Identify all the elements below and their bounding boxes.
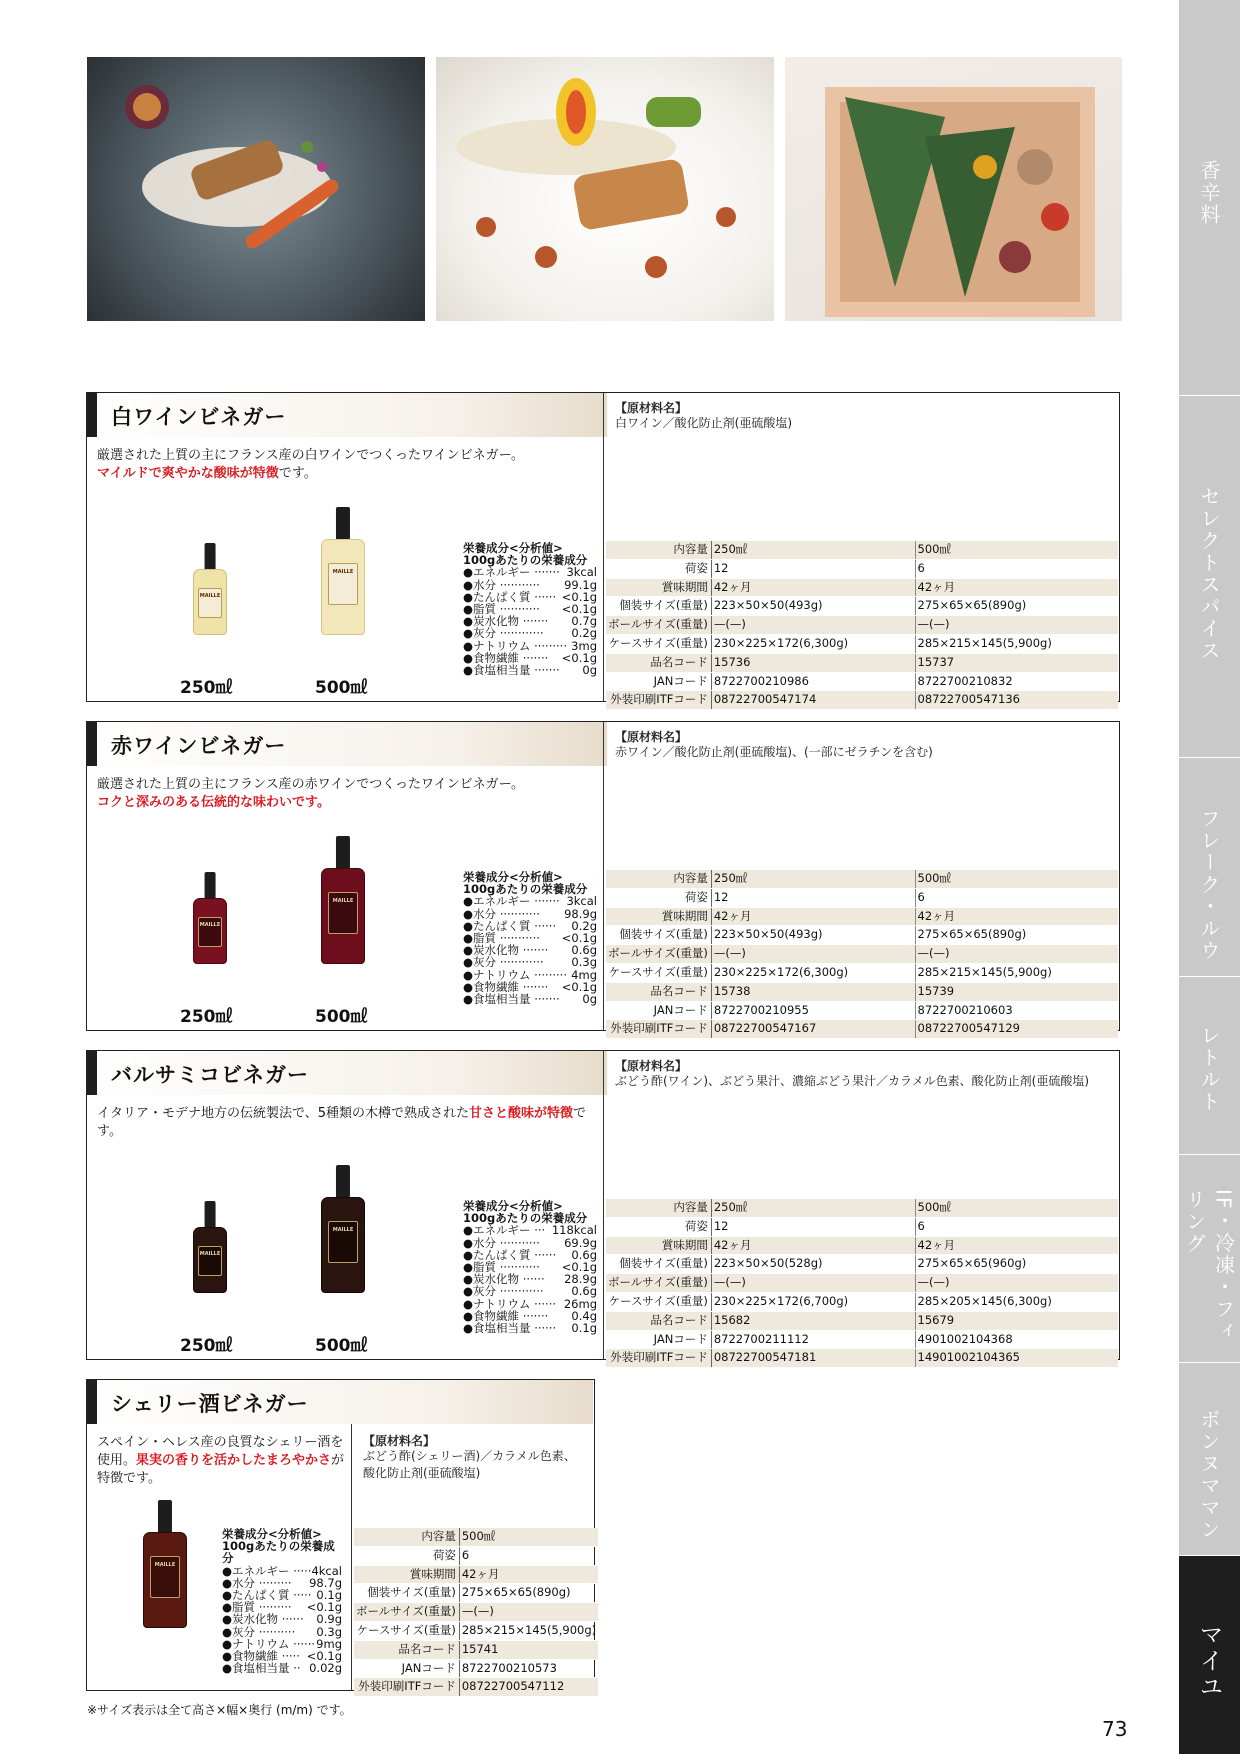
spec-key: 荷姿 [606,888,711,907]
spec-value: 6 [915,888,1118,907]
nutrition-key: ●水分 ··········· [463,1235,540,1250]
spec-value: 08722700547181 [711,1349,915,1368]
product-sherry-vinegar [86,1379,597,1694]
nutrition-value: 3kcal [566,894,597,909]
nutrition-key: ●ナトリウム ······ [463,1296,557,1311]
sidebar-tab-flake-roux[interactable]: フレーク・ルウ [1179,758,1240,976]
spec-value: 08722700547112 [459,1678,598,1697]
nutrition-row [222,1662,342,1674]
spec-key: 外装印刷ITFコード [606,1349,711,1368]
spec-key: 個装サイズ(重量) [354,1584,459,1603]
size-label-250: 250㎖ [180,1336,233,1356]
nutrition-row [463,993,597,1005]
spec-value: 250㎖ [711,541,915,559]
spec-value: 285×215×145(5,900g) [915,963,1118,982]
spec-key: ボールサイズ(重量) [606,1274,711,1293]
materials-label: 【原材料名】 [363,1434,436,1448]
spec-row [606,672,1118,691]
spec-value: 08722700547129 [915,1020,1118,1039]
spec-value: 275×65×65(960g) [915,1255,1118,1274]
nutrition-value: 0.1g [316,1588,342,1603]
product-title: 白ワインビネガー [111,405,287,429]
nutrition-key: ●食塩相当量 ·· [222,1661,301,1676]
nutrition-row [463,1224,597,1236]
nutrition-key: ●食塩相当量 ······· [463,992,560,1007]
spec-value: 275×65×65(890g) [915,597,1118,616]
spec-key: JANコード [606,1001,711,1020]
nutrition-key: ●ナトリウム ······ [222,1636,316,1651]
bottle-500ml: MAILLE [321,836,365,964]
page-number: 73 [1102,1717,1128,1741]
product-header [87,1051,607,1095]
nutrition-value: 0.6g [571,943,597,958]
photo-dish-plated-meat [87,57,425,321]
sidebar-tab-select-spice[interactable]: セレクトスパイス [1179,396,1240,757]
nutrition-key: ●灰分 ·········· [222,1624,296,1639]
nutrition-value: 9mg [316,1636,342,1651]
materials-text: ぶどう酢(ワイン)、ぶどう果汁、濃縮ぶどう果汁／カラメル色素、酸化防止剤(亜硫酸塩) [615,1074,1090,1088]
nutrition-key: ●水分 ··········· [463,906,540,921]
spec-key: 品名コード [606,982,711,1001]
nutrition-key: ●炭水化物 ······· [463,614,549,629]
spec-key: 外装印刷ITFコード [606,1020,711,1039]
size-label-250: 250㎖ [180,1007,233,1027]
nutrition-row [463,956,597,968]
sidebar-tab-retort[interactable]: レトルト [1179,977,1240,1154]
spec-value: 8722700210986 [711,672,915,691]
spec-value: 15679 [915,1311,1118,1330]
spec-key: 荷姿 [606,559,711,578]
spec-value: —(—) [711,945,915,964]
spec-value: 42ヶ月 [459,1565,598,1584]
spec-row [606,559,1118,578]
spec-row [606,963,1118,982]
nutrition-row [463,969,597,981]
nutrition-value: <0.1g [561,979,597,994]
photo-dish-fish [436,57,774,321]
spec-row [606,1330,1118,1349]
spec-value: —(—) [915,945,1118,964]
nutrition-value: 28.9g [564,1272,597,1287]
spec-value: 42ヶ月 [915,578,1118,597]
spec-row [606,888,1118,907]
spec-row [606,907,1118,926]
spec-key: ケースサイズ(重量) [354,1621,459,1640]
spec-key: 賞味期間 [606,907,711,926]
spec-row [606,1255,1118,1274]
bottle-250ml: MAILLE [193,1201,227,1293]
nutrition-value: <0.1g [561,931,597,946]
spec-key: 個装サイズ(重量) [606,597,711,616]
spec-key: 外装印刷ITFコード [606,691,711,710]
spec-value: 42ヶ月 [711,907,915,926]
spec-value: 12 [711,1217,915,1236]
nutrition-row [222,1626,342,1638]
spec-key: ケースサイズ(重量) [606,634,711,653]
spec-key: ケースサイズ(重量) [606,963,711,982]
spec-value: 6 [915,559,1118,578]
spec-row [606,1236,1118,1255]
nutrition-row [463,908,597,920]
product-white-wine-vinegar [86,392,1120,707]
spec-value: 15736 [711,653,915,672]
spec-table [606,1199,1118,1368]
spec-row [354,1565,598,1584]
spec-value: 15738 [711,982,915,1001]
nutrition-facts: 栄養成分<分析値> 100gあたりの栄養成分 ●エネルギー ······· 3kcal ●水分 ··········· 98.9g ●たんぱく質 ······ 0.2g ●脂質 ··········· <0.1g ●炭水化物 ······· 0.6g ●灰分 ············ 0.3g ●ナトリウム ········· 4mg ●食物繊維 ······· <0.1g ●食塩相当量 ······· 0g [463,870,597,1007]
spec-value: 08722700547174 [711,691,915,710]
spec-value: 285×205×145(6,300g) [915,1292,1118,1311]
spec-row [354,1584,598,1603]
nutrition-facts: 栄養成分<分析値> 100gあたりの栄養成分 ●エネルギー ······· 3kcal ●水分 ··········· 99.1g ●たんぱく質 ······ <0.1g ●脂質 ··········· <0.1g ●炭水化物 ······· 0.7g ●灰分 ············ 0.2g ●ナトリウム ········· 3mg ●食物繊維 ······· <0.1g ●食塩相当量 ······· 0g [463,541,597,678]
spec-key: JANコード [606,1330,711,1349]
spec-row [606,1217,1118,1236]
footnote: ※サイズ表示は全て高さ×幅×奥行 (m/m) です。 [87,1703,352,1717]
spec-key: 賞味期間 [606,1236,711,1255]
nutrition-key: ●たんぱく質 ······ [463,1247,557,1262]
nutrition-key: ●エネルギー ····· [222,1563,312,1578]
spec-row [606,541,1118,559]
nutrition-key: ●ナトリウム ········· [463,967,567,982]
spec-key: 内容量 [354,1528,459,1546]
product-description: スペイン・ヘレス産の良質なシェリー酒を使用。果実の香りを活かしたまろやかさが特徴です。 [97,1435,345,1486]
spec-key: 個装サイズ(重量) [606,1255,711,1274]
materials-label: 【原材料名】 [615,1059,688,1073]
spec-row [606,982,1118,1001]
nutrition-row [463,664,597,676]
spec-table [354,1528,598,1697]
nutrition-key: ●炭水化物 ······ [463,1272,545,1287]
spec-row [606,616,1118,635]
spec-value: —(—) [711,1274,915,1293]
nutrition-key: ●灰分 ············ [463,626,544,641]
product-title: 赤ワインビネガー [111,734,287,758]
spec-row [606,1274,1118,1293]
spec-value: 230×225×172(6,300g) [711,963,915,982]
nutrition-value: 0g [582,992,597,1007]
bottle-500ml: MAILLE [143,1500,187,1628]
nutrition-key: ●ナトリウム ········· [463,638,567,653]
product-description: イタリア・モデナ地方の伝統製法で、5種類の木樽で熟成された甘さと酸味が特徴です。 [97,1106,587,1139]
spec-table [606,541,1118,710]
spec-value: 500㎖ [915,1199,1118,1217]
spec-value: —(—) [915,1274,1118,1293]
spec-row [354,1659,598,1678]
spec-key: JANコード [606,672,711,691]
spec-key: 賞味期間 [354,1565,459,1584]
spec-value: 42ヶ月 [915,1236,1118,1255]
spec-value: 08722700547136 [915,691,1118,710]
spec-row [606,653,1118,672]
nutrition-key: ●たんぱく質 ····· [222,1588,312,1603]
nutrition-value: 0g [582,663,597,678]
nutrition-value: <0.1g [561,650,597,665]
spec-value: 6 [915,1217,1118,1236]
product-header [87,722,607,766]
nutrition-value: <0.1g [561,602,597,617]
nutrition-key: ●脂質 ········· [222,1600,292,1615]
nutrition-value: 0.3g [571,955,597,970]
spec-value: 4901002104368 [915,1330,1118,1349]
bottle-250ml: MAILLE [193,872,227,964]
spec-row [354,1640,598,1659]
product-header [87,393,607,437]
nutrition-value: 0.9g [316,1612,342,1627]
spec-row [354,1678,598,1697]
product-header [87,1380,593,1424]
nutrition-value: 69.9g [564,1235,597,1250]
spec-row [606,597,1118,616]
size-label-250: 250㎖ [180,678,233,698]
materials-label: 【原材料名】 [615,730,688,744]
spec-value: 500㎖ [459,1528,598,1546]
spec-value: 500㎖ [915,541,1118,559]
size-label-500: 500㎖ [315,1336,368,1356]
spec-key: ボールサイズ(重量) [606,616,711,635]
spec-row [354,1528,598,1546]
nutrition-value: 98.9g [564,906,597,921]
nutrition-value: 0.3g [316,1624,342,1639]
product-title: シェリー酒ビネガー [111,1392,309,1416]
spec-value: 250㎖ [711,1199,915,1217]
spec-key: ケースサイズ(重量) [606,1292,711,1311]
nutrition-key: ●炭水化物 ······· [463,943,549,958]
spec-row [606,691,1118,710]
spec-value: 08722700547167 [711,1020,915,1039]
nutrition-value: 98.7g [309,1575,342,1590]
nutrition-key: ●食塩相当量 ······ [463,1321,557,1336]
nutrition-row [463,1237,597,1249]
sidebar-tab-spices[interactable]: 香辛料 [1179,0,1240,395]
nutrition-key: ●脂質 ··········· [463,1260,540,1275]
bottle-250ml: MAILLE [193,543,227,635]
spec-value: 250㎖ [711,870,915,888]
spec-value: 15737 [915,653,1118,672]
nutrition-value: <0.1g [561,1260,597,1275]
nutrition-key: ●灰分 ············ [463,955,544,970]
materials-text: 白ワイン／酸化防止剤(亜硫酸塩) [615,416,793,430]
spec-value: 12 [711,888,915,907]
nutrition-key: ●食物繊維 ····· [222,1649,300,1664]
spec-value: 6 [459,1546,598,1565]
nutrition-value: 4mg [571,967,597,982]
nutrition-key: ●食物繊維 ······· [463,1308,549,1323]
spec-row [606,1311,1118,1330]
nutrition-key: ●炭水化物 ······ [222,1612,304,1627]
spec-key: 内容量 [606,1199,711,1217]
spec-value: 223×50×50(493g) [711,597,915,616]
size-label-500: 500㎖ [315,1007,368,1027]
nutrition-row [463,566,597,578]
spec-key: ボールサイズ(重量) [606,945,711,964]
spec-row [606,1020,1118,1039]
product-description: 厳選された上質の主にフランス産の白ワインでつくったワインビネガー。 マイルドで爽やかな酸味が特徴です。 [97,448,525,481]
nutrition-key: ●たんぱく質 ······ [463,589,557,604]
spec-row [606,1349,1118,1368]
spec-value: 8722700210603 [915,1001,1118,1020]
nutrition-value: 0.2g [571,626,597,641]
nutrition-key: ●たんぱく質 ······ [463,918,557,933]
nutrition-key: ●脂質 ··········· [463,931,540,946]
spec-value: —(—) [915,616,1118,635]
spec-value: 285×215×145(5,900g) [915,634,1118,653]
spec-value: 230×225×172(6,300g) [711,634,915,653]
nutrition-key: ●エネルギー ······· [463,894,560,909]
nutrition-key: ●エネルギー ··· [463,1223,546,1238]
nutrition-key: ●食塩相当量 ······· [463,663,560,678]
spec-key: 個装サイズ(重量) [606,926,711,945]
description-highlight: マイルドで爽やかな酸味が特徴 [97,466,279,481]
spec-key: ボールサイズ(重量) [354,1603,459,1622]
nutrition-facts: 栄養成分<分析値> 100gあたりの栄養成分 ●エネルギー ··· 118kcal ●水分 ··········· 69.9g ●たんぱく質 ······ 0.6g ●脂質 ··········· <0.1g ●炭水化物 ······ 28.9g ●灰分 ············ 0.6g ●ナトリウム ······ 26mg ●食物繊維 ······· 0.4g ●食塩相当量 ······ 0.1g [463,1199,597,1336]
nutrition-row [463,627,597,639]
nutrition-key: ●灰分 ············ [463,1284,544,1299]
spec-key: 賞味期間 [606,578,711,597]
nutrition-key: ●水分 ········· [222,1575,292,1590]
photo-bento-box [785,57,1122,321]
spec-value: 14901002104365 [915,1349,1118,1368]
spec-value: 15741 [459,1640,598,1659]
nutrition-value: 0.4g [571,1308,597,1323]
spec-value: 275×65×65(890g) [915,926,1118,945]
nutrition-value: 4kcal [311,1563,342,1578]
nutrition-value: 0.6g [571,1247,597,1262]
spec-value: 8722700210832 [915,672,1118,691]
product-title: バルサミコビネガー [111,1063,309,1087]
nutrition-value: <0.1g [561,589,597,604]
spec-table [606,870,1118,1039]
spec-value: 42ヶ月 [915,907,1118,926]
nutrition-row [463,1322,597,1334]
nutrition-value: 0.7g [571,614,597,629]
spec-value: 42ヶ月 [711,578,915,597]
nutrition-key: ●水分 ··········· [463,577,540,592]
description-highlight: 果実の香りを活かしたまろやかさ [136,1453,332,1468]
spec-row [354,1621,598,1640]
spec-row [606,1199,1118,1217]
spec-value: 223×50×50(493g) [711,926,915,945]
nutrition-key: ●食物繊維 ······· [463,979,549,994]
spec-value: 230×225×172(6,700g) [711,1292,915,1311]
spec-key: 品名コード [354,1640,459,1659]
nutrition-row [222,1613,342,1625]
spec-key: 内容量 [606,870,711,888]
spec-value: 8722700211112 [711,1330,915,1349]
spec-row [354,1603,598,1622]
nutrition-key: ●食物繊維 ······· [463,650,549,665]
spec-row [606,870,1118,888]
spec-value: 12 [711,559,915,578]
spec-row [606,634,1118,653]
materials-text: 赤ワイン／酸化防止剤(亜硫酸塩)、(一部にゼラチンを含む) [615,745,933,759]
nutrition-facts: 栄養成分<分析値> 100gあたりの栄養成分 ●エネルギー ····· 4kcal ●水分 ········· 98.7g ●たんぱく質 ····· 0.1g ●脂質 ········· <0.1g ●炭水化物 ······ 0.9g ●灰分 ·········· 0.3g ●ナトリウム ······ 9mg ●食物繊維 ····· <0.1g ●食塩相当量 ·· 0.02g [222,1527,342,1676]
spec-value: 223×50×50(528g) [711,1255,915,1274]
spec-value: 8722700210573 [459,1659,598,1678]
nutrition-value: 118kcal [551,1223,597,1238]
spec-key: JANコード [354,1659,459,1678]
spec-key: 品名コード [606,1311,711,1330]
product-red-wine-vinegar [86,721,1120,1036]
spec-row [606,926,1118,945]
spec-value: 500㎖ [915,870,1118,888]
spec-value: 8722700210955 [711,1001,915,1020]
nutrition-value: 0.1g [571,1321,597,1336]
spec-value: 15682 [711,1311,915,1330]
materials-label: 【原材料名】 [615,401,688,415]
spec-row [606,1001,1118,1020]
nutrition-value: 3mg [571,638,597,653]
nutrition-value: 26mg [563,1296,597,1311]
spec-row [606,578,1118,597]
nutrition-value: <0.1g [306,1600,342,1615]
spec-value: 42ヶ月 [711,1236,915,1255]
nutrition-row [463,579,597,591]
spec-key: 荷姿 [354,1546,459,1565]
spec-row [606,1292,1118,1311]
nutrition-row [463,895,597,907]
spec-value: 285×215×145(5,900g) [459,1621,598,1640]
spec-value: —(—) [711,616,915,635]
nutrition-value: 0.2g [571,918,597,933]
product-description: 厳選された上質の主にフランス産の赤ワインでつくったワインビネガー。 コクと深みのある伝統的な味わいです。 [97,777,525,810]
spec-row [354,1546,598,1565]
nutrition-value: 3kcal [566,565,597,580]
sidebar-tab-frozen-filling[interactable]: IF・冷凍・フィリング [1179,1155,1240,1362]
sidebar-tab-maille[interactable]: マイユ [1179,1556,1240,1754]
materials-text: ぶどう酢(シェリー酒)／カラメル色素、酸化防止剤(亜硫酸塩) [363,1449,576,1480]
description-highlight: 甘さと酸味が特徴 [469,1106,574,1121]
spec-value: 15739 [915,982,1118,1001]
nutrition-row [463,1298,597,1310]
spec-key: 外装印刷ITFコード [354,1678,459,1697]
nutrition-key: ●エネルギー ······· [463,565,560,580]
nutrition-value: <0.1g [306,1649,342,1664]
size-label-500: 500㎖ [315,678,368,698]
nutrition-value: 0.02g [309,1661,342,1676]
nutrition-row [463,640,597,652]
sidebar-tab-bonne-maman[interactable]: ボンヌママン [1179,1363,1240,1555]
bottle-500ml: MAILLE [321,507,365,635]
spec-key: 内容量 [606,541,711,559]
spec-key: 品名コード [606,653,711,672]
nutrition-row [222,1565,342,1577]
description-highlight: コクと深みのある伝統的な味わいです。 [97,795,330,810]
spec-row [606,945,1118,964]
nutrition-row [463,1285,597,1297]
spec-value: 275×65×65(890g) [459,1584,598,1603]
nutrition-value: 0.6g [571,1284,597,1299]
spec-value: —(—) [459,1603,598,1622]
bottle-500ml: MAILLE [321,1165,365,1293]
nutrition-value: 99.1g [564,577,597,592]
nutrition-key: ●脂質 ··········· [463,602,540,617]
product-balsamic-vinegar [86,1050,1120,1365]
spec-key: 荷姿 [606,1217,711,1236]
